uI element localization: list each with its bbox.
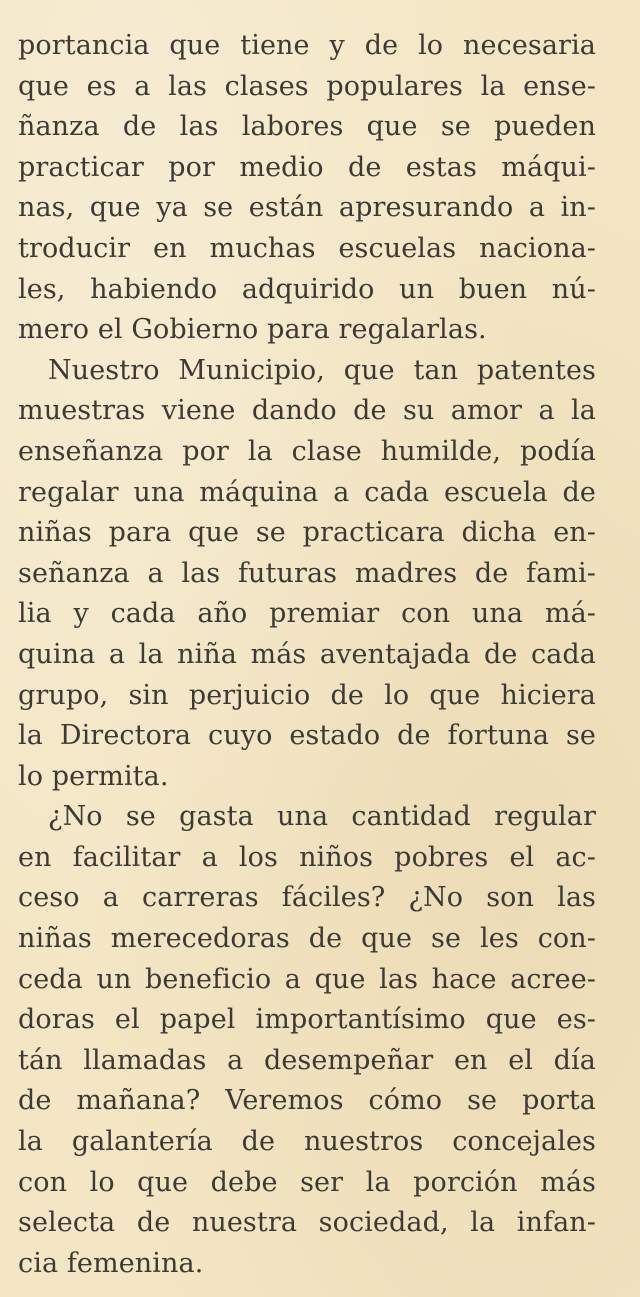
text-line: troducir en muchas escuelas naciona- xyxy=(18,232,596,264)
text-line: ¿No se gasta una cantidad regular xyxy=(48,801,596,833)
text-line: grupo, sin perjuicio de lo que hiciera xyxy=(18,679,596,711)
text-line: selecta de nuestra sociedad, la infan- xyxy=(18,1207,596,1239)
text-line: Nuestro Municipio, que tan patentes xyxy=(48,354,596,386)
text-line: niñas para que se practicara dicha en- xyxy=(18,517,596,549)
text-line: les, habiendo adquirido un buen nú- xyxy=(18,273,596,305)
text-line: la Directora cuyo estado de fortuna se xyxy=(18,720,596,752)
text-line: doras el papel importantísimo que es- xyxy=(18,1004,596,1036)
text-line: quina a la niña más aventajada de cada xyxy=(18,638,596,670)
text-line: la galantería de nuestros concejales xyxy=(18,1126,596,1158)
text-line: en facilitar a los niños pobres el ac- xyxy=(18,841,596,873)
text-line: nas, que ya se están apresurando a in- xyxy=(18,192,596,224)
text-line: ñanza de las labores que se pueden xyxy=(18,111,596,143)
text-line: tán llamadas a desempeñar en el día xyxy=(18,1044,596,1076)
text-line: regalar una máquina a cada escuela de xyxy=(18,476,596,508)
paragraph-1 xyxy=(18,26,596,351)
paragraph-2 xyxy=(18,351,596,798)
text-line: ceso a carreras fáciles? ¿No son las xyxy=(18,882,596,914)
article-text xyxy=(18,26,596,1284)
text-line: enseñanza por la clase humilde, podía xyxy=(18,435,596,467)
text-line: portancia que tiene y de lo necesaria xyxy=(18,30,596,61)
text-line: lo permita. xyxy=(18,760,169,792)
text-line: niñas merecedoras de que se les con- xyxy=(18,923,596,955)
text-line: cia femenina. xyxy=(18,1247,204,1279)
text-line: de mañana? Veremos cómo se porta xyxy=(18,1085,596,1117)
text-line: ceda un beneficio a que las hace acree- xyxy=(18,963,596,995)
text-line: muestras viene dando de su amor a la xyxy=(18,395,596,427)
text-line: mero el Gobierno para regalarlas. xyxy=(18,314,487,346)
text-line: practicar por medio de estas máqui- xyxy=(18,151,596,183)
text-line: lia y cada año premiar con una má- xyxy=(18,598,596,630)
paragraph-3 xyxy=(18,797,596,1284)
text-line: con lo que debe ser la porción más xyxy=(18,1166,596,1198)
text-line: señanza a las futuras madres de fami- xyxy=(18,557,596,589)
text-line: que es a las clases populares la ense- xyxy=(18,70,596,102)
